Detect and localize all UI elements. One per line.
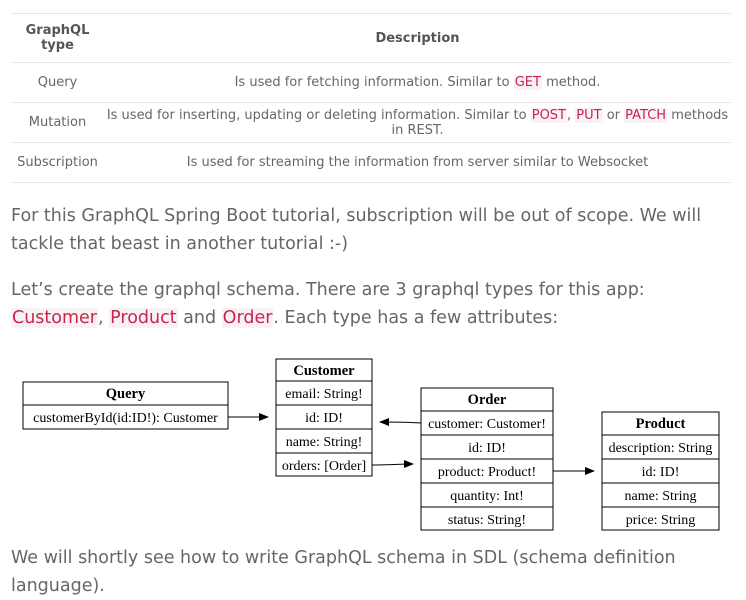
desc-text: method. [541, 75, 601, 90]
product-field: id: ID! [641, 465, 680, 480]
row-type-mutation: Mutation [11, 103, 104, 143]
product-title: Product [635, 416, 686, 432]
paragraph-sdl: We will shortly see how to write GraphQL schema in SDL (schema definition language). [11, 548, 676, 596]
order-field: quantity: Int! [450, 489, 524, 504]
order-field: id: ID! [468, 441, 506, 456]
order-field: customer: Customer! [428, 417, 546, 432]
row-desc-query [104, 63, 731, 103]
product-field: description: String [608, 441, 713, 456]
table-row [11, 143, 731, 183]
customer-field: id: ID! [305, 411, 343, 426]
paragraph-scope: For this GraphQL Spring Boot tutorial, subscription will be out of scope. We will tackle that beast in another tutorial :-) [11, 206, 702, 254]
para-text: Let’s create the graphql schema. There are 3 graphql types for this app: [11, 280, 645, 300]
schema-diagram [0, 350, 746, 540]
customer-field: orders: [Order] [281, 459, 367, 474]
para-text: . Each type has a few attributes: [273, 308, 559, 328]
row-desc-subscription: Is used for streaming the information from server similar to Websocket [104, 143, 731, 183]
table-header-row [11, 14, 731, 63]
code-patch: PATCH [625, 107, 667, 123]
desc-text: Is used for inserting, updating or deleting information. Similar to [106, 107, 531, 123]
order-field: status: String! [447, 513, 527, 528]
row-type-query: Query [11, 63, 104, 103]
table-row [11, 103, 731, 143]
para-text: , [98, 308, 110, 328]
graphql-types-table [11, 13, 731, 183]
edge-order-customer [380, 422, 421, 423]
customer-title: Customer [293, 363, 355, 379]
desc-text: or [602, 107, 625, 123]
product-field: price: String [625, 513, 696, 528]
code-get: GET [514, 75, 541, 90]
desc-text: , [567, 107, 576, 123]
code-order: Order [222, 308, 273, 328]
table-row [11, 63, 731, 103]
header-description: Description [104, 14, 731, 63]
desc-text: methods in REST. [391, 107, 729, 138]
customer-field: email: String! [285, 387, 363, 402]
product-field: name: String [624, 489, 697, 504]
query-field: customerById(id:ID!): Customer [33, 411, 218, 426]
header-graphql-type: GraphQL type [11, 14, 104, 63]
query-title: Query [105, 386, 146, 402]
para-text: and [177, 308, 222, 328]
code-product: Product [110, 308, 177, 328]
order-field: product: Product! [437, 465, 537, 480]
code-post: POST [531, 107, 566, 123]
code-put: PUT [576, 107, 602, 123]
desc-text: Is used for fetching information. Similar to [234, 75, 514, 90]
row-desc-mutation [104, 103, 731, 143]
row-type-subscription: Subscription [11, 143, 104, 183]
edge-customer-order [372, 464, 413, 465]
order-title: Order [467, 392, 507, 408]
customer-field: name: String! [285, 435, 363, 450]
code-customer: Customer [12, 308, 98, 328]
paragraph-schema-intro [11, 276, 733, 332]
